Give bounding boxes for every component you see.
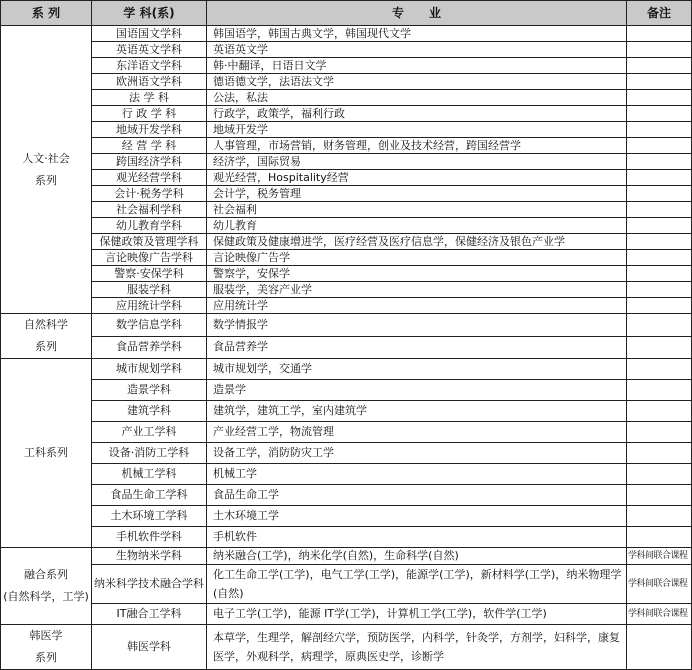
subject-cell: 建筑学科 [92,401,207,422]
major-cell: 人事管理，市场营销，财务管理，创业及技术经营，跨国经营学 [207,138,627,154]
remark-cell: 学科间联合课程 [627,565,692,604]
table-row [1,122,692,138]
header-department: 系 列 [1,1,92,26]
table-row [1,443,692,464]
table-row [1,380,692,401]
subject-cell: 国语国文学科 [92,26,207,42]
remark-cell [627,298,692,314]
table-row [1,90,692,106]
table-row [1,138,692,154]
remark-cell [627,380,692,401]
major-cell: 地域开发学 [207,122,627,138]
subject-cell: 跨国经济学科 [92,154,207,170]
major-cell: 行政学，政策学，福利行政 [207,106,627,122]
table-row [1,401,692,422]
subject-cell: 保健政策及管理学科 [92,234,207,250]
remark-cell: 学科间联合课程 [627,548,692,565]
header-major: 专 业 [207,1,627,26]
major-cell: 建筑学，建筑工学，室内建筑学 [207,401,627,422]
subject-cell: 经 营 学 科 [92,138,207,154]
remark-cell: 学科间联合课程 [627,604,692,625]
major-cell: 会计学，税务管理 [207,186,627,202]
table-row [1,218,692,234]
major-cell: 土木环境工学 [207,506,627,527]
subject-cell: 食品营养学科 [92,336,207,359]
major-cell: 数学情报学 [207,314,627,337]
subject-cell: 观光经营学科 [92,170,207,186]
remark-cell [627,401,692,422]
table-body [1,26,692,670]
table-row [1,250,692,266]
table-row [1,336,692,359]
department-cell: 工科系列 [1,359,92,548]
remark-cell [627,314,692,337]
table-row [1,527,692,548]
subject-cell: 产业工学科 [92,422,207,443]
remark-cell [627,625,692,670]
major-cell: 本草学，生理学，解剖经穴学，预防医学，内科学，针灸学，方剂学，妇科学，康复医学，外观科学，病理学，原典医史学，诊断学 [207,625,627,670]
table-row [1,422,692,443]
table-row [1,58,692,74]
subject-cell: 地域开发学科 [92,122,207,138]
remark-cell [627,218,692,234]
department-cell: 自然科学 系列 [1,314,92,359]
table-row [1,464,692,485]
major-cell: 警察学，安保学 [207,266,627,282]
remark-cell [627,170,692,186]
major-cell: 城市规划学，交通学 [207,359,627,380]
subject-cell: 设备·消防工学科 [92,443,207,464]
major-cell: 食品营养学 [207,336,627,359]
remark-cell [627,26,692,42]
table-row [1,202,692,218]
major-cell: 德语德文学，法语法文学 [207,74,627,90]
major-cell: 观光经营，Hospitality经营 [207,170,627,186]
major-cell: 电子工学(工学)，能源 IT学(工学)，计算机工学(工学)，软件学(工学) [207,604,627,625]
table-row [1,485,692,506]
subject-cell: 欧洲语文学科 [92,74,207,90]
remark-cell [627,422,692,443]
remark-cell [627,202,692,218]
remark-cell [627,90,692,106]
major-cell: 英语英文学 [207,42,627,58]
subject-cell: 英语英文学科 [92,42,207,58]
department-cell: 人文·社会 系列 [1,26,92,314]
major-cell: 公法，私法 [207,90,627,106]
subject-cell: IT融合工学科 [92,604,207,625]
table-row [1,42,692,58]
department-cell: 韩医学 系列 [1,625,92,670]
major-cell: 应用统计学 [207,298,627,314]
major-cell: 产业经营工学，物流管理 [207,422,627,443]
major-cell: 设备工学，消防防灾工学 [207,443,627,464]
table-row [1,282,692,298]
subject-cell: 食品生命工学科 [92,485,207,506]
subject-cell: 幼儿教育学科 [92,218,207,234]
table-row [1,26,692,42]
major-cell: 手机软件 [207,527,627,548]
subject-cell: 生物纳米学科 [92,548,207,565]
subject-cell: 造景学科 [92,380,207,401]
table-row [1,548,692,565]
remark-cell [627,336,692,359]
subject-cell: 应用统计学科 [92,298,207,314]
subject-cell: 城市规划学科 [92,359,207,380]
major-cell: 社会福利 [207,202,627,218]
table-row [1,604,692,625]
major-cell: 保健政策及健康增进学，医疗经营及医疗信息学，保健经济及银色产业学 [207,234,627,250]
remark-cell [627,266,692,282]
major-cell: 服装学，美容产业学 [207,282,627,298]
table-row [1,565,692,604]
table-row [1,266,692,282]
major-cell: 经济学，国际贸易 [207,154,627,170]
remark-cell [627,443,692,464]
table-row [1,298,692,314]
subject-cell: 东洋语文学科 [92,58,207,74]
table-row [1,234,692,250]
subject-cell: 会计·税务学科 [92,186,207,202]
table-row [1,106,692,122]
remark-cell [627,42,692,58]
subject-cell: 机械工学科 [92,464,207,485]
remark-cell [627,234,692,250]
table-row [1,186,692,202]
remark-cell [627,122,692,138]
major-cell: 化工生命工学(工学)，电气工学(工学)，能源学(工学)，新材料学(工学)，纳米物理学(自然) [207,565,627,604]
major-cell: 幼儿教育 [207,218,627,234]
remark-cell [627,506,692,527]
table-row [1,506,692,527]
subject-cell: 韩医学科 [92,625,207,670]
subject-cell: 行 政 学 科 [92,106,207,122]
remark-cell [627,186,692,202]
header-subject: 学 科(系) [92,1,207,26]
subject-cell: 社会福利学科 [92,202,207,218]
table-row [1,625,692,670]
header-remark: 备注 [627,1,692,26]
subject-cell: 法 学 科 [92,90,207,106]
subject-cell: 服装学科 [92,282,207,298]
major-cell: 言论映像广告学 [207,250,627,266]
major-cell: 食品生命工学 [207,485,627,506]
table-row [1,154,692,170]
remark-cell [627,74,692,90]
subject-cell: 土木环境工学科 [92,506,207,527]
remark-cell [627,250,692,266]
major-cell: 纳米融合(工学)，纳米化学(自然)，生命科学(自然) [207,548,627,565]
remark-cell [627,106,692,122]
major-cell: 造景学 [207,380,627,401]
remark-cell [627,485,692,506]
table-header-row [1,1,692,26]
major-cell: 韩国语学，韩国古典文学，韩国现代文学 [207,26,627,42]
subject-cell: 言论映像广告学科 [92,250,207,266]
subject-cell: 手机软件学科 [92,527,207,548]
table-row [1,74,692,90]
remark-cell [627,464,692,485]
subject-cell: 数学信息学科 [92,314,207,337]
remark-cell [627,282,692,298]
subject-cell: 纳米科学技术融合学科 [92,565,207,604]
subject-cell: 警察·安保学科 [92,266,207,282]
table-row [1,170,692,186]
major-cell: 韩·中翻译，日语日文学 [207,58,627,74]
major-cell: 机械工学 [207,464,627,485]
remark-cell [627,359,692,380]
department-cell: 融合系列 (自然科学，工学) [1,548,92,625]
remark-cell [627,154,692,170]
remark-cell [627,527,692,548]
remark-cell [627,58,692,74]
remark-cell [627,138,692,154]
table-row [1,314,692,337]
table-row [1,359,692,380]
